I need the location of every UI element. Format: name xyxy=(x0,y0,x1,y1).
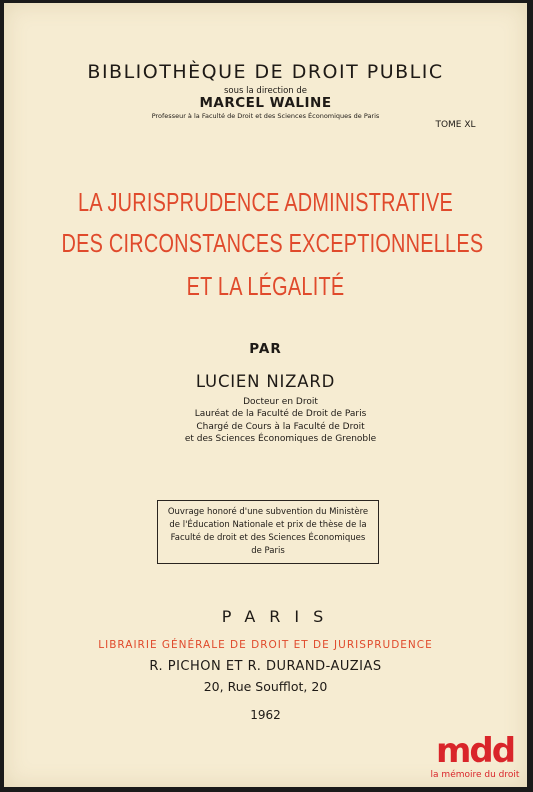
book-title-line-2: DES CIRCONSTANCES EXCEPTIONNELLES xyxy=(61,230,484,258)
mdd-logo xyxy=(425,731,525,780)
logo-mark: mdd xyxy=(435,731,515,771)
direction-line: sous la direction de xyxy=(224,86,307,96)
publisher-address: 20, Rue Soufflot, 20 xyxy=(203,679,328,694)
by-label: PAR xyxy=(249,341,282,357)
book-title-line-3: ET LA LÉGALITÉ xyxy=(186,273,345,301)
book-title-line-1: LA JURISPRUDENCE ADMINISTRATIVE xyxy=(78,189,453,217)
honor-line: Ouvrage honoré d'une subvention du Ministère xyxy=(167,507,369,517)
series-title: BIBLIOTHÈQUE DE DROIT PUBLIC xyxy=(87,61,444,83)
author-qualifications xyxy=(4,396,527,446)
book-cover xyxy=(4,3,527,787)
director-title: Professeur à la Faculté de Droit et des Sciences Économiques de Paris xyxy=(151,112,380,120)
honor-line: de l'Éducation Nationale et prix de thèse de la xyxy=(169,520,367,530)
qualification-line: et des Sciences Économiques de Grenoble xyxy=(184,434,377,445)
printer-name: R. PICHON ET R. DURAND-AUZIAS xyxy=(149,659,382,674)
qualification-line: Lauréat de la Faculté de Droit de Paris xyxy=(194,409,367,420)
qualification-line: Chargé de Cours à la Faculté de Droit xyxy=(196,421,365,432)
tome-number: TOME XL xyxy=(435,120,476,130)
honor-line: de Paris xyxy=(251,546,285,556)
qualification-line: Docteur en Droit xyxy=(243,397,318,407)
publisher-name: LIBRAIRIE GÉNÉRALE DE DROIT ET DE JURISPRUDENCE xyxy=(98,639,433,651)
publication-year: 1962 xyxy=(250,708,281,722)
author-name: LUCIEN NIZARD xyxy=(195,372,336,391)
honor-box xyxy=(157,500,379,564)
logo-caption: la mémoire du droit xyxy=(430,770,520,780)
publication-city: PARIS xyxy=(221,607,338,626)
series-director: MARCEL WALINE xyxy=(199,95,332,111)
honor-line: Faculté de droit et des Sciences Économiques xyxy=(170,533,366,543)
